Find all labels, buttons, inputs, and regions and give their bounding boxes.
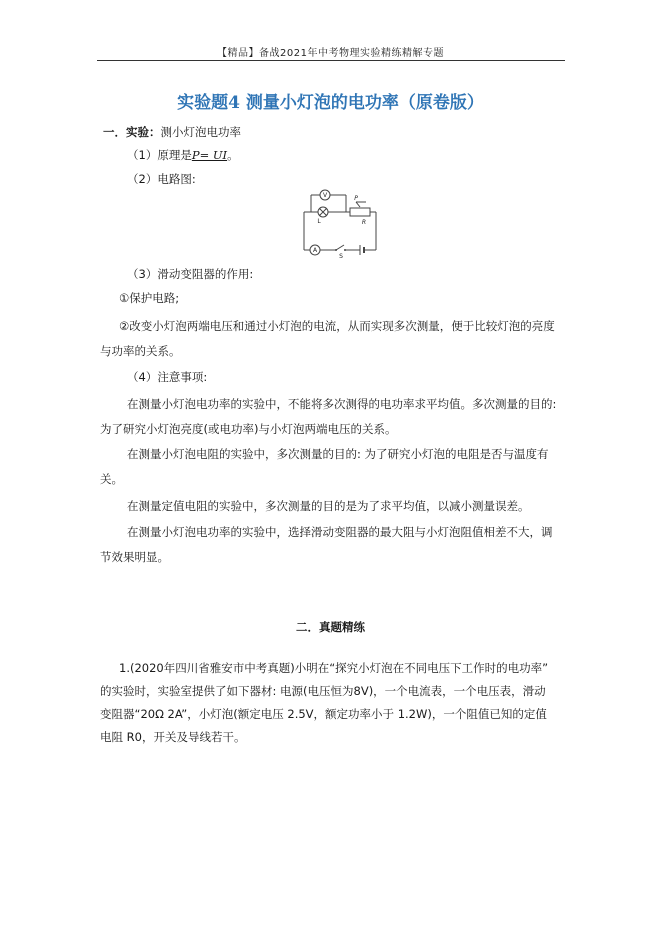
ammeter-label: A	[312, 247, 318, 254]
header-divider	[97, 60, 565, 61]
note1-line1: 在测量小灯泡电功率的实验中，不能将多次测得的电功率求平均值。多次测量的目的:	[127, 397, 557, 411]
voltmeter-label: V	[322, 192, 328, 199]
resistor-label: R	[361, 219, 367, 226]
question1-line4: 电阻 R0，开关及导线若干。	[100, 730, 246, 744]
principle-prefix: （1）原理是	[127, 148, 192, 162]
slider-label: P	[354, 195, 358, 202]
rheostat-role-heading: （3）滑动变阻器的作用:	[127, 267, 254, 281]
note4-line1: 在测量小灯泡电功率的实验中，选择滑动变阻器的最大阻与小灯泡阻值相差不大，调	[127, 525, 553, 539]
page-header: 【精品】备战2021年中考物理实验精练精解专题	[217, 48, 444, 59]
question1-line1: 1.(2020年四川省雅安市中考真题)小明在“探究小灯泡在不同电压下工作时的电功率”	[119, 661, 549, 675]
rheostat-role-2-line2: 与功率的关系。	[100, 344, 181, 358]
note3: 在测量定值电阻的实验中，多次测量的目的是为了求平均值，以减小测量误差。	[127, 499, 530, 513]
note4-line2: 节效果明显。	[100, 550, 169, 564]
question1-line2: 的实验时，实验室提供了如下器材: 电源(电压恒为8V)，一个电流表，一个电压表，滑动	[100, 684, 546, 698]
section2-heading: 二．真题精练	[296, 620, 365, 634]
page-title: 实验题4 测量小灯泡的电功率（原卷版）	[177, 93, 484, 113]
notes-heading: （4）注意事项:	[127, 370, 208, 384]
section1-heading-label: 一．实验：	[103, 125, 161, 139]
note1-line2: 为了研究小灯泡亮度(或电功率)与小灯泡两端电压的关系。	[100, 422, 397, 436]
lamp-label: L	[317, 218, 321, 225]
circuit-diagram	[298, 188, 382, 262]
circuit-diagram-caption: （2）电路图:	[127, 172, 196, 186]
note2-line1: 在测量小灯泡电阻的实验中，多次测量的目的: 为了研究小灯泡的电阻是否与温度有	[127, 447, 549, 461]
rheostat-role-1: ①保护电路;	[119, 291, 180, 305]
switch-label: S	[339, 253, 343, 260]
section1-heading	[103, 124, 241, 140]
note2-line2: 关。	[100, 472, 123, 486]
principle-suffix: 。	[227, 148, 239, 162]
principle-line	[127, 147, 239, 163]
principle-formula: P= UI	[191, 148, 228, 162]
section1-heading-text: 测小灯泡电功率	[160, 125, 241, 139]
rheostat-role-2-line1: ②改变小灯泡两端电压和通过小灯泡的电流，从而实现多次测量，便于比较灯泡的亮度	[119, 319, 555, 333]
question1-line3: 变阻器“20Ω 2A”，小灯泡(额定电压 2.5V，额定功率小于 1.2W)，一个阻值已知的定值	[100, 707, 547, 721]
